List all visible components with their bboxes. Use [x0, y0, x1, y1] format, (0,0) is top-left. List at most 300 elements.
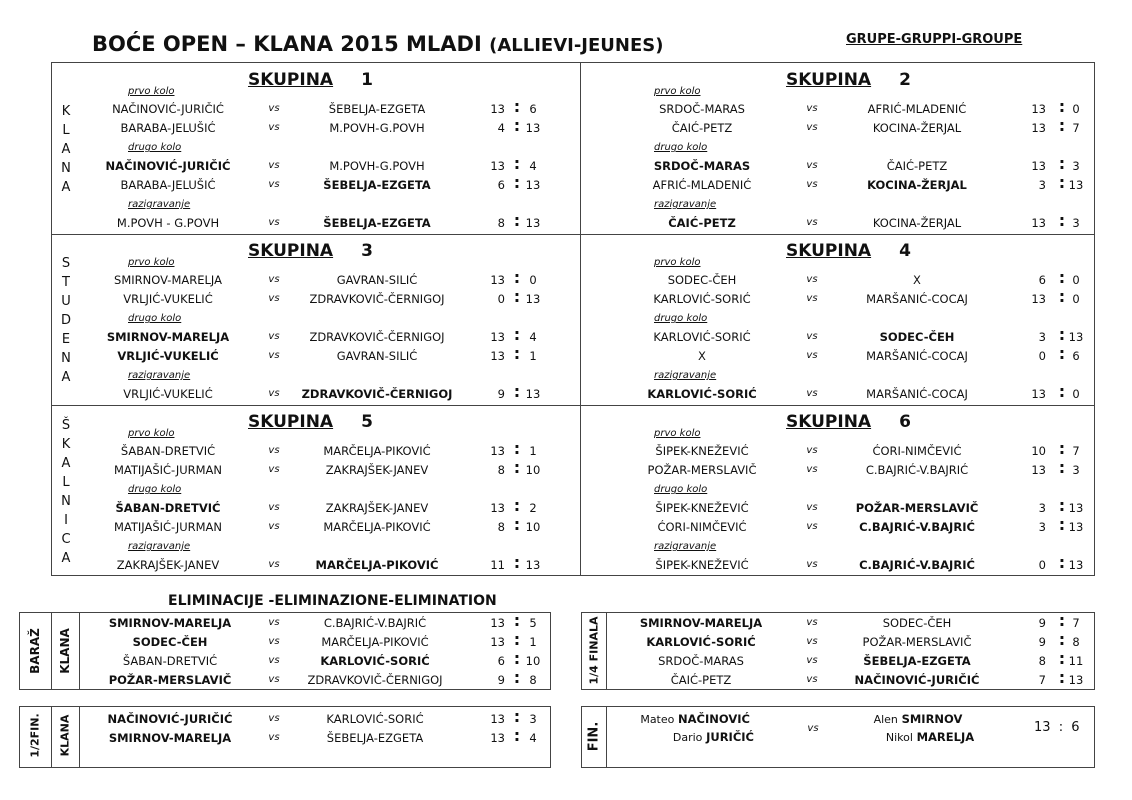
score-b: 0 [529, 273, 537, 287]
score-separator: : [1058, 630, 1066, 649]
score-b: 0 [1072, 292, 1080, 306]
final-label: FIN. [586, 721, 602, 752]
round-label: drugo kolo [128, 313, 182, 324]
baraz-box [19, 612, 551, 690]
score-b: 13 [1068, 330, 1084, 344]
score-separator: : [1058, 287, 1066, 306]
venue-letter: Š [61, 417, 71, 433]
final-divider [606, 706, 607, 768]
score-b: 13 [1068, 178, 1084, 192]
team-a: SODEC-ČEH [667, 273, 737, 287]
score-a: 6 [497, 178, 505, 192]
team-a: NAČINOVIĆ-JURIČIĆ [112, 102, 224, 116]
score-a: 9 [1038, 635, 1046, 649]
venue-letter: A [61, 550, 71, 566]
score-a: 9 [1038, 616, 1046, 630]
vs-label: vs [806, 179, 818, 190]
team-b: KARLOVIĆ-SORIĆ [320, 654, 430, 668]
team-b: ČAIĆ-PETZ [886, 159, 948, 173]
score-b: 13 [525, 292, 541, 306]
vs-label: vs [806, 502, 818, 513]
score-separator: : [513, 496, 521, 515]
score-a: 3 [1038, 178, 1046, 192]
score-a: 0 [1038, 349, 1046, 363]
vs-label: vs [806, 674, 818, 685]
round-label: razigravanje [654, 199, 717, 210]
team-b: KOCINA-ŽERJAL [872, 121, 962, 135]
score-separator: : [513, 649, 521, 668]
team-a: AFRIĆ-MLADENIĆ [652, 178, 752, 192]
team-a: SODEC-ČEH [132, 635, 208, 649]
score-a: 13 [490, 616, 505, 630]
vs-label: vs [268, 388, 280, 399]
quarter-final-label: 1/4 FINALA [587, 616, 601, 685]
score-a: 10 [1031, 444, 1046, 458]
vs-label: vs [806, 103, 818, 114]
score-separator: : [513, 611, 521, 630]
vs-label: vs [806, 445, 818, 456]
team-a: ČAIĆ-PETZ [668, 216, 736, 230]
venue-label-klana [54, 64, 78, 234]
round-label: drugo kolo [654, 142, 708, 153]
score-a: 8 [497, 463, 505, 477]
team-b: KOCINA-ŽERJAL [872, 216, 962, 230]
score-separator: : [513, 439, 521, 458]
score-separator: : [513, 630, 521, 649]
score-a: 7 [1038, 673, 1046, 687]
score-a: 13 [490, 444, 505, 458]
venue-letter: C [61, 531, 71, 547]
baraz-label: BARAŽ [28, 628, 42, 674]
team-a: ŠIPEK-KNEŽEVIĆ [655, 501, 749, 515]
score-a: 9 [497, 673, 505, 687]
score-separator: : [513, 726, 521, 745]
round-label: drugo kolo [128, 142, 182, 153]
venue-letter: N [61, 351, 71, 366]
round-label: prvo kolo [654, 428, 701, 439]
vs-label: vs [268, 350, 280, 361]
score-b: 6 [1072, 349, 1080, 363]
team-a: SMIRNOV-MARELJA [108, 731, 232, 745]
vs-label: vs [268, 331, 280, 342]
venue-letter: N [61, 160, 71, 176]
venue-letter: S [61, 256, 71, 271]
group-number: 4 [899, 241, 911, 261]
score-separator: : [1058, 154, 1066, 173]
team-a: POŽAR-MERSLAVIČ [108, 673, 232, 687]
team-b: ZDRAVKOVIČ-ČERNIGOJ [309, 292, 445, 306]
round-label: drugo kolo [654, 313, 708, 324]
group-number: 6 [899, 412, 911, 432]
score-b: 4 [529, 731, 537, 745]
team-b: ŠEBELJA-EZGETA [863, 654, 971, 668]
score-b: 0 [1072, 102, 1080, 116]
team-b: C.BAJRIĆ-V.BAJRIĆ [865, 463, 969, 477]
score-a: 3 [1038, 501, 1046, 515]
semi-divider-2 [79, 706, 80, 768]
baraz-divider-2 [79, 612, 80, 690]
title-sub: (ALLIEVI-JEUNES) [489, 35, 664, 56]
team-b: ZAKRAJŠEK-JANEV [325, 501, 429, 515]
team-a: ZAKRAJŠEK-JANEV [116, 558, 220, 572]
score-separator: : [1058, 515, 1066, 534]
team-a: KARLOVIĆ-SORIĆ [647, 387, 757, 401]
team-a: ŠIPEK-KNEŽEVIĆ [655, 444, 749, 458]
score-b: 1 [529, 635, 537, 649]
team-a: KARLOVIĆ-SORIĆ [653, 292, 751, 306]
team-b: GAVRAN-SILIĆ [336, 349, 418, 363]
vs-label: vs [806, 464, 818, 475]
group-title [248, 412, 373, 432]
score-separator: : [1058, 116, 1066, 135]
team-a: SRDOČ-MARAS [659, 102, 745, 116]
score-b: 6 [529, 102, 537, 116]
baraz-divider-1 [51, 612, 52, 690]
score-a: 8 [497, 216, 505, 230]
score-separator: : [1058, 458, 1066, 477]
vs-label: vs [268, 559, 280, 570]
vs-label: vs [806, 617, 818, 628]
vs-label: vs [806, 274, 818, 285]
vs-label: vs [806, 217, 818, 228]
round-label: razigravanje [128, 370, 191, 381]
score-separator: : [1058, 439, 1066, 458]
team-a: ŠABAN-DRETVIĆ [122, 654, 218, 668]
venue-letter: T [62, 275, 70, 290]
score-separator: : [1058, 211, 1066, 230]
vs-label: vs [268, 274, 280, 285]
score-b: 10 [525, 654, 541, 668]
group-title [786, 70, 911, 90]
team-a: SMIRNOV-MARELJA [114, 273, 222, 287]
team-a: M.POVH - G.POVH [116, 216, 220, 230]
score-a: 4 [497, 121, 505, 135]
venue-letter: A [61, 370, 71, 385]
score-b: 1 [529, 349, 537, 363]
score-a: 3 [1038, 330, 1046, 344]
group-title-word: SKUPINA [248, 241, 334, 261]
score-a: 13 [490, 635, 505, 649]
team-a: ČAIĆ-PETZ [671, 121, 733, 135]
venue-letter: L [62, 474, 70, 490]
score-separator: : [1058, 649, 1066, 668]
team-a: ŠABAN-DRETVIĆ [120, 444, 216, 458]
team-a: SRDOČ-MARAS [653, 159, 751, 173]
score-b: 10 [525, 520, 541, 534]
group-title-word: SKUPINA [248, 70, 334, 90]
score-separator: : [1058, 496, 1066, 515]
vs-label: vs [268, 445, 280, 456]
score-separator: : [513, 173, 521, 192]
score-b: 13 [1068, 673, 1084, 687]
venue-letter: E [61, 332, 71, 347]
team-b: KARLOVIĆ-SORIĆ [326, 712, 424, 726]
quarter-divider [606, 612, 607, 690]
venue-letter: K [61, 436, 71, 452]
group-title-word: SKUPINA [786, 412, 872, 432]
score-a: 13 [1031, 159, 1046, 173]
team-a: NAČINOVIĆ-JURIČIĆ [105, 159, 231, 173]
venue-letter: K [61, 103, 71, 119]
team-a: POŽAR-MERSLAVIČ [647, 463, 757, 477]
score-b: 7 [1072, 444, 1080, 458]
vs-label: vs [268, 464, 280, 475]
team-b: C.BAJRIĆ-V.BAJRIĆ [859, 520, 975, 534]
score-separator: : [513, 553, 521, 572]
team-a: ŠABAN-DRETVIĆ [115, 501, 221, 515]
semi-divider-1 [51, 706, 52, 768]
vs-label: vs [806, 636, 818, 647]
score-a: 13 [490, 349, 505, 363]
venue-letter: L [62, 122, 70, 138]
score-a: 13 [1031, 387, 1046, 401]
score-a: 6 [1038, 273, 1046, 287]
score-b: 3 [529, 712, 537, 726]
team-b: C.BAJRIĆ-V.BAJRIĆ [323, 616, 427, 630]
final-team-a-player-2: Dario JURIČIĆ [672, 730, 754, 744]
group-title [248, 70, 373, 90]
team-b: X [913, 273, 921, 287]
score-b: 8 [529, 673, 537, 687]
final-team-b-player-2: Nikol MARELJA [885, 730, 975, 744]
team-a: VRLJIĆ-VUKELIĆ [117, 349, 219, 363]
score-b: 13 [525, 121, 541, 135]
vs-label: vs [806, 655, 818, 666]
vs-label: vs [268, 713, 280, 724]
score-separator: : [513, 515, 521, 534]
team-b: MARČELJA-PIKOVIĆ [315, 558, 439, 572]
team-b: ŠEBELJA-EZGETA [323, 216, 431, 230]
score-b: 3 [1072, 159, 1080, 173]
team-b: KOCINA-ŽERJAL [867, 178, 967, 192]
semi-final-label: 1/2FIN. [28, 713, 42, 758]
score-a: 13 [490, 102, 505, 116]
score-separator: : [513, 707, 521, 726]
team-a: MATIJAŠIĆ-JURMAN [113, 520, 223, 534]
score-b: 2 [529, 501, 537, 515]
score-separator: : [513, 325, 521, 344]
score-separator: : [513, 458, 521, 477]
vs-label: vs [268, 655, 280, 666]
team-a: VRLJIĆ-VUKELIĆ [123, 292, 213, 306]
score-a: 13 [490, 273, 505, 287]
team-b: C.BAJRIĆ-V.BAJRIĆ [859, 558, 975, 572]
score-a: 13 [490, 712, 505, 726]
score-b: 4 [529, 159, 537, 173]
score-b: 13 [525, 178, 541, 192]
score-separator: : [1058, 325, 1066, 344]
score-separator: : [1058, 173, 1066, 192]
score-b: 3 [1072, 216, 1080, 230]
score-a: 3 [1038, 520, 1046, 534]
team-b: ZDRAVKOVIČ-ČERNIGOJ [301, 387, 453, 401]
team-b: MARŠANIĆ-COCAJ [866, 292, 968, 306]
final-score: 13 : 6 [1034, 720, 1080, 735]
team-b: MARČELJA-PIKOVIĆ [323, 520, 431, 534]
team-a: VRLJIĆ-VUKELIĆ [123, 387, 213, 401]
column-divider [580, 62, 581, 576]
score-separator: : [513, 382, 521, 401]
score-b: 11 [1068, 654, 1084, 668]
score-a: 13 [1031, 121, 1046, 135]
team-a: NAČINOVIĆ-JURIČIĆ [107, 712, 233, 726]
vs-label: vs [268, 160, 280, 171]
score-separator: : [1058, 611, 1066, 630]
score-a: 13 [490, 731, 505, 745]
team-b: MARČELJA-PIKOVIĆ [321, 635, 429, 649]
score-separator: : [513, 344, 521, 363]
final-team-b-player-1: Alen SMIRNOV [873, 712, 963, 726]
team-a: ŠIPEK-KNEŽEVIĆ [655, 558, 749, 572]
team-b: M.POVH-G.POVH [329, 121, 425, 135]
round-label: razigravanje [654, 541, 717, 552]
team-a: SMIRNOV-MARELJA [639, 616, 763, 630]
team-a: KARLOVIĆ-SORIĆ [653, 330, 751, 344]
score-a: 11 [490, 558, 505, 572]
group-title [248, 241, 373, 261]
venue-letter: N [61, 493, 71, 509]
score-a: 13 [1031, 292, 1046, 306]
score-b: 13 [1068, 520, 1084, 534]
team-b: MARČELJA-PIKOVIĆ [323, 444, 431, 458]
team-a: ČAIĆ-PETZ [670, 673, 732, 687]
team-a: ĆORI-NIMČEVIĆ [657, 520, 747, 534]
team-b: ZDRAVKOVIČ-ČERNIGOJ [309, 330, 445, 344]
team-b: ZDRAVKOVIČ-ČERNIGOJ [307, 673, 443, 687]
row-divider-2 [51, 405, 1095, 406]
vs-label: vs [268, 617, 280, 628]
score-a: 8 [1038, 654, 1046, 668]
score-b: 13 [525, 387, 541, 401]
vs-label: vs [268, 674, 280, 685]
vs-label: vs [806, 559, 818, 570]
group-number: 5 [361, 412, 373, 432]
score-separator: : [513, 287, 521, 306]
team-b: ŠEBELJA-EZGETA [328, 102, 426, 116]
team-b: NAČINOVIĆ-JURIČIĆ [854, 673, 980, 687]
team-b: POŽAR-MERSLAVIČ [855, 501, 979, 515]
score-separator: : [1058, 668, 1066, 687]
score-b: 1 [529, 444, 537, 458]
score-b: 13 [525, 558, 541, 572]
score-separator: : [1058, 382, 1066, 401]
score-b: 10 [525, 463, 541, 477]
team-a: MATIJAŠIĆ-JURMAN [113, 463, 223, 477]
team-a: BARABA-JELUŠIĆ [120, 121, 216, 135]
groups-frame [51, 62, 1095, 576]
score-separator: : [513, 97, 521, 116]
score-b: 7 [1072, 121, 1080, 135]
team-b: ĆORI-NIMČEVIĆ [872, 444, 962, 458]
group-number: 2 [899, 70, 911, 90]
score-a: 13 [1031, 102, 1046, 116]
team-a: KARLOVIĆ-SORIĆ [646, 635, 756, 649]
team-a: SMIRNOV-MARELJA [108, 616, 232, 630]
score-b: 13 [1068, 501, 1084, 515]
group-number: 3 [361, 241, 373, 261]
score-a: 0 [497, 292, 505, 306]
vs-label: vs [268, 103, 280, 114]
team-a: X [698, 349, 706, 363]
group-title-word: SKUPINA [786, 241, 872, 261]
group-title [786, 241, 911, 261]
team-b: ZAKRAJŠEK-JANEV [325, 463, 429, 477]
team-b: ŠEBELJA-EZGETA [326, 731, 424, 745]
final-team-a-player-1: Mateo NAČINOVIĆ [640, 712, 750, 726]
score-separator: : [513, 668, 521, 687]
semi-final-venue: KLANA [58, 714, 72, 757]
round-label: prvo kolo [128, 428, 175, 439]
team-b: AFRIĆ-MLADENIĆ [867, 102, 967, 116]
venue-letter: D [60, 313, 71, 328]
vs-label: vs [806, 350, 818, 361]
vs-label: vs [806, 521, 818, 532]
score-separator: : [1058, 344, 1066, 363]
score-a: 9 [497, 387, 505, 401]
vs-label: vs [806, 122, 818, 133]
title-main: BOĆE OPEN – KLANA 2015 MLADI [92, 32, 482, 56]
score-a: 13 [1031, 216, 1046, 230]
venue-letter: A [61, 141, 71, 157]
venue-letter: U [61, 294, 71, 309]
group-number: 1 [361, 70, 373, 90]
round-label: prvo kolo [128, 86, 175, 97]
team-a: BARABA-JELUŠIĆ [120, 178, 216, 192]
team-b: MARŠANIĆ-COCAJ [866, 387, 968, 401]
semi-final-box [19, 706, 551, 768]
round-label: razigravanje [128, 541, 191, 552]
score-a: 6 [497, 654, 505, 668]
score-b: 8 [1072, 635, 1080, 649]
team-b: POŽAR-MERSLAVIČ [862, 635, 972, 649]
vs-label: vs [806, 293, 818, 304]
team-b: SODEC-ČEH [879, 330, 955, 344]
vs-label: vs [268, 732, 280, 743]
page-title [92, 32, 663, 56]
round-label: drugo kolo [654, 484, 708, 495]
team-b: M.POVH-G.POVH [329, 159, 425, 173]
score-separator: : [1058, 553, 1066, 572]
venue-label-studena [54, 236, 78, 405]
score-a: 13 [490, 501, 505, 515]
vs-label: vs [268, 122, 280, 133]
vs-label: vs [806, 388, 818, 399]
team-a: SRDOČ-MARAS [658, 654, 744, 668]
groups-heading: GRUPE-GRUPPI-GROUPE [846, 32, 1023, 47]
score-separator: : [513, 116, 521, 135]
score-b: 13 [525, 216, 541, 230]
score-b: 5 [529, 616, 537, 630]
vs-label: vs [268, 217, 280, 228]
elimination-title: ELIMINACIJE -ELIMINAZIONE-ELIMINATION [168, 593, 497, 609]
vs-label: vs [268, 179, 280, 190]
venue-label-skalnica [54, 407, 78, 576]
vs-label: vs [806, 160, 818, 171]
team-b: GAVRAN-SILIĆ [336, 273, 418, 287]
final-vs: vs [807, 723, 819, 734]
team-a: SMIRNOV-MARELJA [106, 330, 230, 344]
vs-label: vs [268, 521, 280, 532]
score-separator: : [1058, 268, 1066, 287]
venue-letter: I [64, 512, 68, 528]
score-b: 0 [1072, 273, 1080, 287]
group-title-word: SKUPINA [786, 70, 872, 90]
vs-label: vs [268, 636, 280, 647]
score-b: 13 [1068, 558, 1084, 572]
group-title [786, 412, 911, 432]
score-b: 3 [1072, 463, 1080, 477]
round-label: prvo kolo [654, 257, 701, 268]
